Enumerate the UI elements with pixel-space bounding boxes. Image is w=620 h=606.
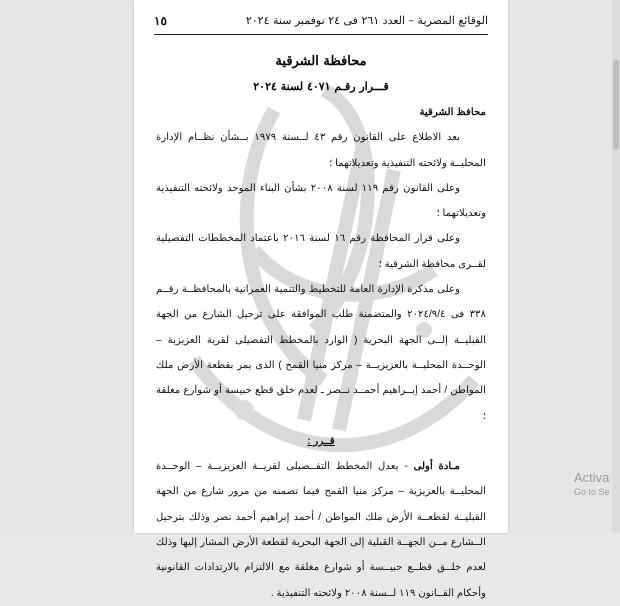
header-running-title: الوقائع المصرية – العدد ٢٦١ فى ٢٤ نوفمبر سنة ٢٠٢٤ bbox=[245, 14, 488, 27]
article-one bbox=[156, 454, 486, 606]
article-text: - يعدل المخطط التفــصيلى لقريــة العزيزيــة – الوحــدة المحليــة بالعزيزية – مركز منيا القمح فيما تضمنه من مرور شارع من الجهة القبليــة لقطعــة الأرض ملك المواطن / أحمد إبراهيم أحمد نصر وذلك بترحيل الــشارع مــن الجهــة القبلية إلى الجهة البحرية لقطعة الأرض المشار إليها وذلك لعدم خلــق قطــع حبيــسة أو شوارع مغلقة مع الالتزام بالارتدادات القانونية وأحكام القــانون ١١٩ لــسنة ٢٠٠٨ ولائحته التنفيذية . bbox=[156, 461, 486, 599]
decides-heading: قــرر : bbox=[307, 435, 335, 447]
paragraph: وعلى القانون رقم ١١٩ لسنة ٢٠٠٨ بشأن البناء الموحد ولائحته التنفيذية وتعديلاتهما ؛ bbox=[156, 182, 486, 220]
article-label: مـادة أولى bbox=[413, 461, 460, 473]
document-page bbox=[134, 0, 508, 599]
page-number: ١٥ bbox=[154, 14, 167, 28]
vertical-scrollbar[interactable] bbox=[612, 0, 620, 533]
paragraph: وعلى قرار المحافظة رقم ١٦ لسنة ٢٠١٦ باعتماد المخططات التفصيلية لقــرى محافظة الشرقية ؛ bbox=[156, 233, 486, 270]
governor-line: محافظ الشرقية bbox=[419, 107, 486, 118]
activation-line-2: Go to Se bbox=[574, 487, 610, 497]
page-title: محافظة الشرقية bbox=[275, 54, 367, 69]
scrollbar-thumb[interactable] bbox=[613, 60, 619, 150]
page-header bbox=[154, 14, 488, 35]
paragraph: بعد الاطلاع على القانون رقم ٤٣ لــسنة ١٩٧٩ بــشأن نظــام الإدارة المحليــة ولائحته التنفيذية وتعديلاتهما ؛ bbox=[156, 132, 486, 169]
activation-line-1: Activa bbox=[574, 470, 610, 485]
decision-title: قـــرار رقـم ٤٠٧١ لسنة ٢٠٢٤ bbox=[253, 80, 389, 93]
document-body bbox=[156, 100, 486, 606]
windows-activation-watermark bbox=[574, 470, 610, 497]
paragraph: وعلى مذكرة الإدارة العامة للتخطيط والتنمية العمرانية بالمحافظــة رقــم ٣٣٨ فى ٢٠٢٤/٩/٤ والمتضمنة طلب الموافقة على ترحيل الشارع من الجهة القبليــة إلــى الجهة البحرية ( الوارد بالمخطط التفصيلى لقرية العزيزية – الوحــدة المحليــة بالعزيزيــة – مركز منيا القمح ) الذى يمر بقطعة الأرض ملك المواطن / أحمد إبــراهيم أحمــد نــصر ـ لعدم خلق قطع حبيسة أو شوارع مغلقة ؛ bbox=[156, 284, 486, 422]
